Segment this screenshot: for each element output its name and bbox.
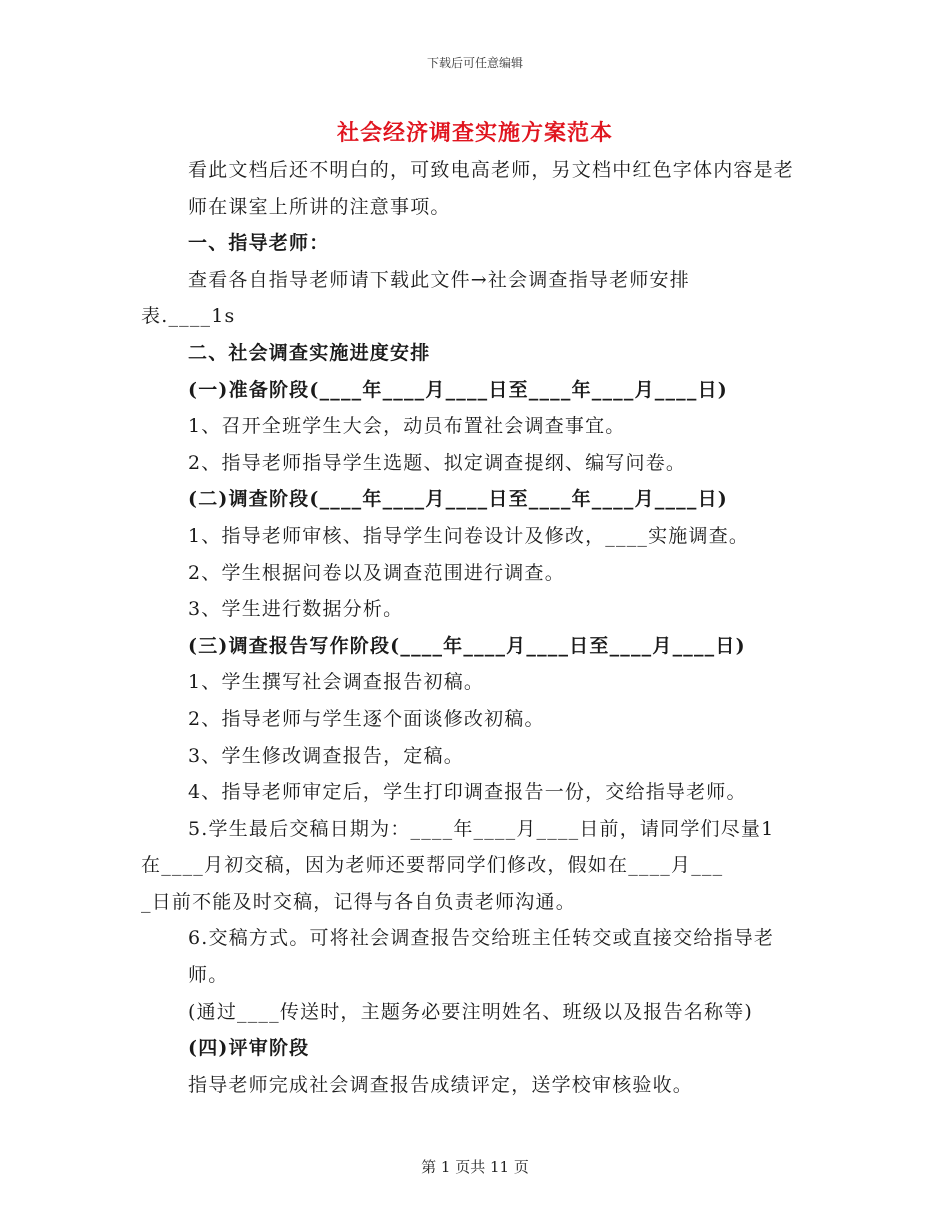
list-item: 3、学生修改调查报告，定稿。 <box>188 744 464 767</box>
subsection-heading: (二)调查阶段(____年____月____日至____年____月____日) <box>188 488 728 511</box>
list-item: 1、学生撰写社会调查报告初稿。 <box>188 671 485 694</box>
list-item: 2、学生根据问卷以及调查范围进行调查。 <box>188 561 565 584</box>
paragraph-line: 查看各自指导老师请下载此文件→社会调查指导老师安排 <box>188 268 690 291</box>
list-item: 5.学生最后交稿日期为：____年____月____日前，请同学们尽量1 <box>188 817 775 840</box>
note-line: (通过____传送时，主题务必要注明姓名、班级以及报告名称等) <box>188 1000 754 1023</box>
list-item: 1、指导老师审核、指导学生问卷设计及修改，____实施调查。 <box>188 524 750 547</box>
paragraph-line: 指导老师完成社会调查报告成绩评定，送学校审核验收。 <box>188 1073 694 1096</box>
paragraph-line: 在____月初交稿，因为老师还要帮同学们修改，假如在____月___ <box>141 854 724 877</box>
page-footer: 第 1 页共 11 页 <box>421 1158 529 1176</box>
section-heading-1: 一、指导老师： <box>188 232 330 255</box>
subsection-heading: (一)准备阶段(____年____月____日至____年____月____日) <box>188 378 728 401</box>
list-item: 2、指导老师指导学生选题、拟定调查提纲、编写问卷。 <box>188 451 687 474</box>
paragraph-line: 表.____1s <box>141 305 236 328</box>
list-item: 1、召开全班学生大会，动员布置社会调查事宜。 <box>188 415 626 438</box>
subsection-heading: (四)评审阶段 <box>188 1037 310 1060</box>
document-title: 社会经济调查实施方案范本 <box>336 120 613 146</box>
paragraph-line: _日前不能及时交稿，记得与各自负责老师沟通。 <box>141 890 576 913</box>
section-heading-2: 二、社会调查实施进度安排 <box>188 341 431 364</box>
document-body <box>141 152 813 1103</box>
list-item: 4、指导老师审定后，学生打印调查报告一份，交给指导老师。 <box>188 781 747 804</box>
header-note: 下载后可任意编辑 <box>426 56 523 70</box>
list-item: 6.交稿方式。可将社会调查报告交给班主任转交或直接交给指导老师。 <box>188 927 775 987</box>
intro-paragraph: 看此文档后还不明白的，可致电高老师，另文档中红色字体内容是老师在课室上所讲的注意事项。 <box>188 159 795 218</box>
list-item: 3、学生进行数据分析。 <box>188 598 404 621</box>
list-item: 2、指导老师与学生逐个面谈修改初稿。 <box>188 707 545 730</box>
subsection-heading: (三)调查报告写作阶段(____年____月____日至____月____日) <box>188 634 746 657</box>
